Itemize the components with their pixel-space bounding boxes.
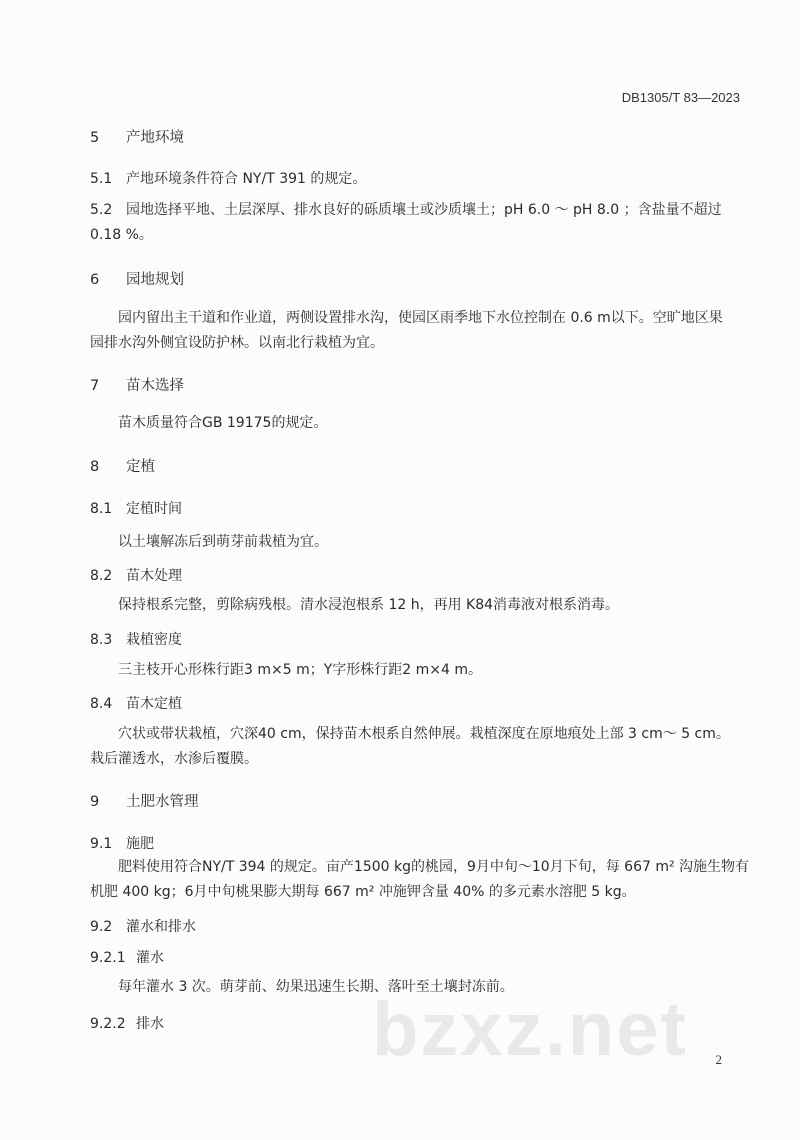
- paragraph-8-4-line-2: 栽后灌透水，水渗后覆膜。: [90, 751, 258, 767]
- paragraph-8-3: 三主枝开心形株行距3 m×5 m；Y字形株行距2 m×4 m。: [118, 662, 482, 678]
- heading-9: [90, 792, 740, 812]
- paragraph-8-1: 以土壤解冻后到萌芽前栽植为宜。: [118, 534, 328, 550]
- clause-number: 9.2.2: [90, 1016, 126, 1032]
- document-code: DB1305/T 83—2023: [621, 90, 740, 105]
- clause-title: 灌水和排水: [126, 919, 196, 935]
- watermark: bzxz.net: [372, 987, 688, 1072]
- clause-title: 施肥: [126, 836, 154, 852]
- clause-text: 园地选择平地、土层深厚、排水良好的砾质壤土或沙质壤土；pH 6.0 ～ pH 8.0 ；含盐量不超过: [126, 202, 722, 218]
- heading-8-1: [90, 499, 740, 519]
- clause-number: 9.2: [90, 919, 113, 935]
- page-number: 2: [715, 1052, 722, 1067]
- section-title: 园地规划: [126, 272, 184, 288]
- clause-number: 9.2.1: [90, 950, 126, 966]
- heading-8-3: [90, 630, 740, 650]
- clause-number: 8.3: [90, 632, 113, 648]
- paragraph-9-1-line-1: 肥料使用符合NY/T 394 的规定。亩产1500 kg的桃园，9月中旬～10月下旬，每 667 m² 沟施生物有: [118, 859, 750, 875]
- paragraph-9-2-1: 每年灌水 3 次。萌芽前、幼果迅速生长期、落叶至土壤封冻前。: [118, 979, 514, 995]
- heading-7: [90, 376, 740, 396]
- paragraph-6-line-1: 园内留出主干道和作业道，两侧设置排水沟，使园区雨季地下水位控制在 0.6 m以下。空旷地区果: [118, 310, 723, 326]
- clause-title: 灌水: [136, 950, 164, 966]
- clause-title: 定植时间: [126, 501, 182, 517]
- heading-5: [90, 128, 740, 148]
- clause-number: 5.2: [90, 202, 113, 218]
- section-title: 土肥水管理: [126, 794, 199, 810]
- clause-number: 8.4: [90, 696, 113, 712]
- heading-9-2: [90, 917, 740, 937]
- paragraph-6-line-2: 园排水沟外侧宜设防护林。以南北行栽植为宜。: [90, 335, 384, 351]
- paragraph-7: 苗木质量符合GB 19175的规定。: [118, 415, 328, 431]
- clause-5-2: [90, 200, 740, 220]
- section-title: 产地环境: [126, 130, 184, 146]
- paragraph-9-1-line-2: 机肥 400 kg；6月中旬桃果膨大期每 667 m² 冲施钾含量 40% 的多元素水溶肥 5 kg。: [90, 884, 636, 900]
- section-title: 定植: [126, 459, 155, 475]
- clause-number: 8.2: [90, 568, 113, 584]
- clause-number: 8.1: [90, 501, 113, 517]
- heading-9-1: [90, 834, 740, 854]
- section-number: 5: [90, 130, 100, 146]
- section-title: 苗木选择: [126, 378, 184, 394]
- heading-8: [90, 457, 740, 477]
- clause-text: 产地环境条件符合 NY/T 391 的规定。: [126, 171, 367, 187]
- section-number: 8: [90, 459, 100, 475]
- clause-number: 5.1: [90, 171, 113, 187]
- clause-title: 苗木处理: [126, 568, 182, 584]
- clause-5-1: [90, 169, 740, 189]
- heading-8-4: [90, 694, 740, 714]
- heading-8-2: [90, 566, 740, 586]
- heading-9-2-1: [90, 948, 740, 968]
- section-number: 7: [90, 378, 100, 394]
- clause-title: 排水: [136, 1016, 164, 1032]
- paragraph-8-2: 保持根系完整，剪除病残根。清水浸泡根系 12 h，再用 K84消毒液对根系消毒。: [118, 597, 620, 613]
- heading-6: [90, 270, 740, 290]
- clause-5-2-continuation: 0.18 %。: [90, 227, 153, 243]
- clause-number: 9.1: [90, 836, 113, 852]
- clause-title: 苗木定植: [126, 696, 182, 712]
- clause-title: 栽植密度: [126, 632, 182, 648]
- paragraph-8-4-line-1: 穴状或带状栽植，穴深40 cm，保持苗木根系自然伸展。栽植深度在原地痕处上部 3 cm～ 5 cm。: [118, 726, 730, 742]
- section-number: 6: [90, 272, 100, 288]
- section-number: 9: [90, 794, 100, 810]
